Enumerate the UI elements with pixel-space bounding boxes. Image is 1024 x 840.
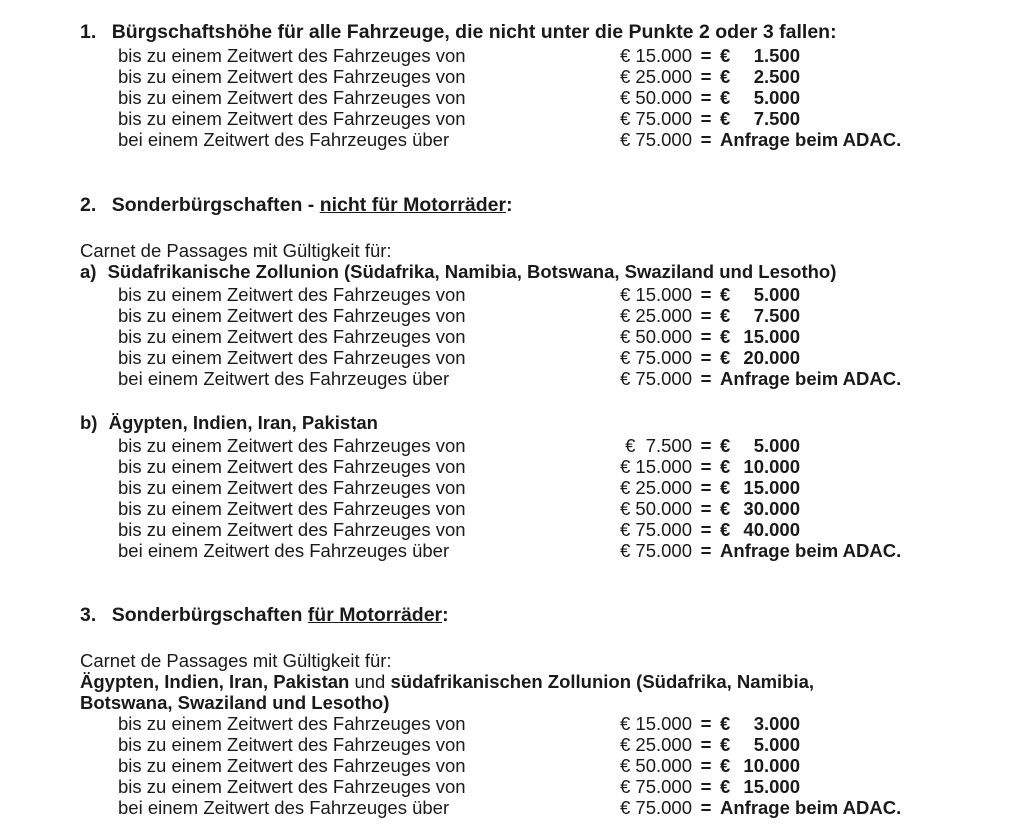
row-value: € 75.000 = Anfrage beim ADAC. — [619, 540, 902, 561]
row-value: € 50.000 = € 15.000 — [619, 326, 800, 347]
row-value: € 15.000 = € 1.500 — [619, 45, 800, 66]
subsection-a-heading — [80, 261, 836, 282]
row-value: € 15.000 = € 5.000 — [619, 284, 800, 305]
subsection-title: Südafrikanische Zollunion (Südafrika, Namibia, Botswana, Swaziland und Lesotho) — [107, 261, 837, 282]
row-label: bis zu einem Zeitwert des Fahrzeuges von — [118, 305, 466, 326]
row-label: bei einem Zeitwert des Fahrzeuges über — [118, 129, 450, 150]
countries-conjunction: und — [349, 671, 391, 692]
row-value: € 75.000 = Anfrage beim ADAC. — [619, 797, 902, 818]
section-number: 2. — [80, 194, 97, 216]
section-title-prefix: Sonderbürgschaften - — [111, 194, 320, 216]
row-label: bei einem Zeitwert des Fahrzeuges über — [118, 368, 450, 389]
section-title: Bürgschaftshöhe für alle Fahrzeuge, die nicht unter die Punkte 2 oder 3 fallen: — [111, 21, 837, 43]
countries-bold: südafrikanischen Zollunion (Südafrika, Namibia, — [390, 671, 815, 692]
row-label: bis zu einem Zeitwert des Fahrzeuges von — [118, 498, 466, 519]
section-title-suffix: : — [442, 604, 449, 626]
section-title-suffix: : — [506, 194, 513, 216]
row-label: bis zu einem Zeitwert des Fahrzeuges von — [118, 108, 466, 129]
row-value: € 25.000 = € 2.500 — [619, 66, 800, 87]
row-label: bis zu einem Zeitwert des Fahrzeuges von — [118, 776, 466, 797]
row-label: bis zu einem Zeitwert des Fahrzeuges von — [118, 435, 466, 456]
row-label: bis zu einem Zeitwert des Fahrzeuges von — [118, 45, 466, 66]
countries-line-2: Botswana, Swaziland und Lesotho) — [80, 692, 390, 713]
subsection-marker: a) — [80, 261, 97, 282]
row-label: bis zu einem Zeitwert des Fahrzeuges von — [118, 477, 466, 498]
row-value: € 75.000 = € 15.000 — [619, 776, 800, 797]
section-title-underlined: für Motorräder — [307, 604, 443, 626]
row-value: € 75.000 = € 40.000 — [619, 519, 800, 540]
row-value: € 25.000 = € 15.000 — [619, 477, 800, 498]
row-label: bis zu einem Zeitwert des Fahrzeuges von — [118, 755, 466, 776]
row-value: € 50.000 = € 5.000 — [619, 87, 800, 108]
row-label: bei einem Zeitwert des Fahrzeuges über — [118, 540, 450, 561]
row-label: bis zu einem Zeitwert des Fahrzeuges von — [118, 713, 466, 734]
row-value: € 50.000 = € 10.000 — [619, 755, 800, 776]
row-label: bis zu einem Zeitwert des Fahrzeuges von — [118, 519, 466, 540]
section-1-heading — [80, 22, 837, 43]
row-label: bis zu einem Zeitwert des Fahrzeuges von — [118, 326, 466, 347]
row-label: bei einem Zeitwert des Fahrzeuges über — [118, 797, 450, 818]
row-label: bis zu einem Zeitwert des Fahrzeuges von — [118, 66, 466, 87]
section-number: 3. — [80, 604, 97, 626]
row-value: € 75.000 = € 7.500 — [619, 108, 800, 129]
row-label: bis zu einem Zeitwert des Fahrzeuges von — [118, 284, 466, 305]
section-intro: Carnet de Passages mit Gültigkeit für: — [80, 650, 392, 671]
countries-line-1 — [80, 671, 814, 692]
row-label: bis zu einem Zeitwert des Fahrzeuges von — [118, 347, 466, 368]
row-label: bis zu einem Zeitwert des Fahrzeuges von — [118, 456, 466, 477]
section-intro: Carnet de Passages mit Gültigkeit für: — [80, 240, 392, 261]
section-3-heading — [80, 605, 449, 626]
row-value: € 75.000 = Anfrage beim ADAC. — [619, 368, 902, 389]
row-value: € 75.000 = Anfrage beim ADAC. — [619, 129, 902, 150]
countries-bold: Ägypten, Indien, Iran, Pakistan — [80, 671, 350, 692]
row-value: € 50.000 = € 30.000 — [619, 498, 800, 519]
row-label: bis zu einem Zeitwert des Fahrzeuges von — [118, 87, 466, 108]
section-2-heading — [80, 195, 513, 216]
subsection-title: Ägypten, Indien, Iran, Pakistan — [108, 412, 378, 433]
subsection-b-heading — [80, 412, 378, 433]
row-value: € 7.500 = € 5.000 — [625, 435, 800, 456]
row-value: € 75.000 = € 20.000 — [619, 347, 800, 368]
row-label: bis zu einem Zeitwert des Fahrzeuges von — [118, 734, 466, 755]
section-number: 1. — [80, 21, 97, 43]
section-title-prefix: Sonderbürgschaften — [111, 604, 308, 626]
subsection-marker: b) — [80, 412, 98, 433]
row-value: € 25.000 = € 7.500 — [619, 305, 800, 326]
row-value: € 15.000 = € 10.000 — [619, 456, 800, 477]
row-value: € 15.000 = € 3.000 — [619, 713, 800, 734]
row-value: € 25.000 = € 5.000 — [619, 734, 800, 755]
section-title-underlined: nicht für Motorräder — [319, 194, 507, 216]
